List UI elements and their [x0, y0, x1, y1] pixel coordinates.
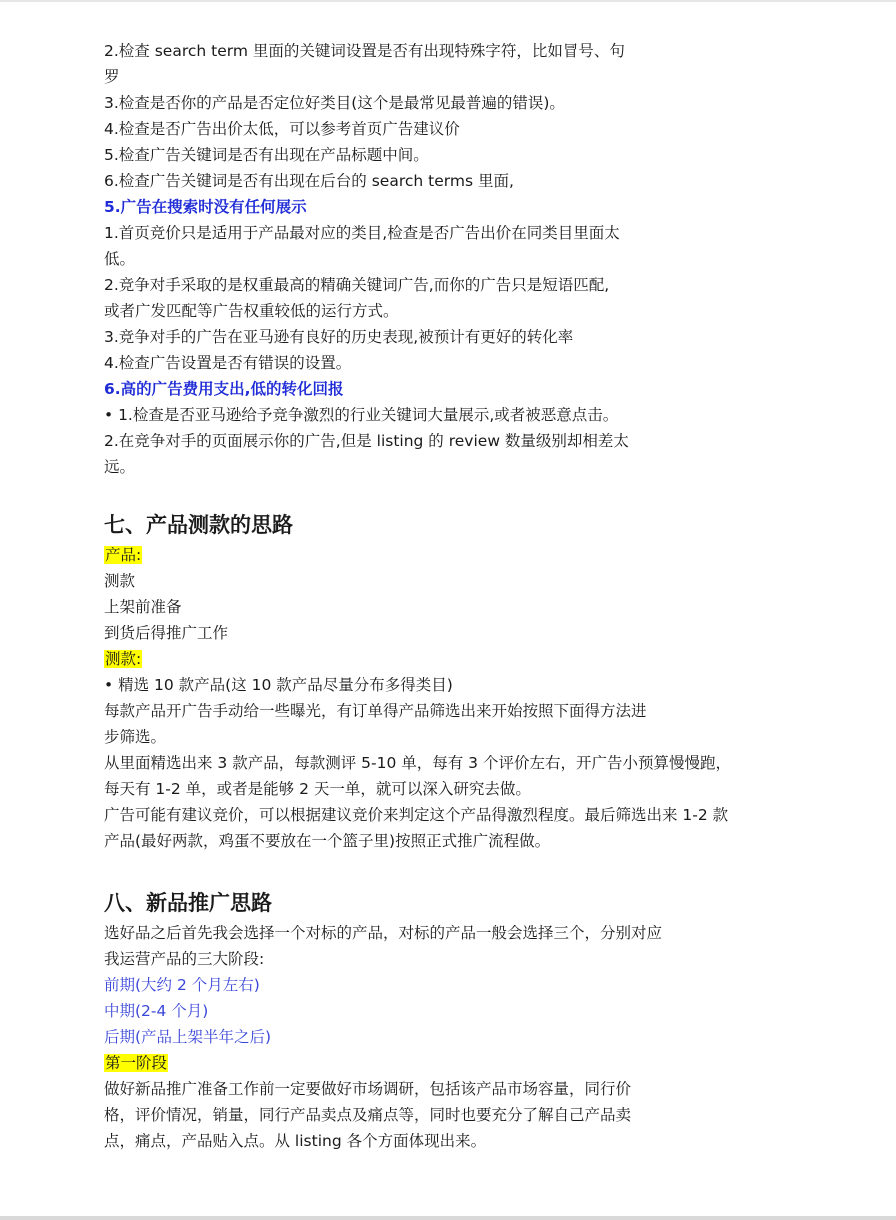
text-line: 产品(最好两款，鸡蛋不要放在一个篮子里)按照正式推广流程做。 [104, 832, 551, 850]
label-line [104, 1050, 804, 1076]
text-line: 4.检查是否广告出价太低，可以参考首页广告建议价 [104, 120, 460, 138]
text-line: 做好新品推广准备工作前一定要做好市场调研，包括该产品市场容量，同行价 [104, 1080, 632, 1098]
text-line: 选好品之后首先我会选择一个对标的产品，对标的产品一般会选择三个，分别对应 [104, 924, 663, 942]
highlight-label-stage1: 第一阶段 [105, 1054, 168, 1072]
text-line: 广告可能有建议竞价，可以根据建议竞价来判定这个产品得激烈程度。最后筛选出来 1-2 款 [104, 806, 729, 824]
highlight-label-test: 测款: [105, 650, 142, 668]
section-heading-7: 七、产品测款的思路 [104, 513, 293, 537]
page-top-border [0, 0, 896, 2]
highlight-label-product: 产品: [105, 546, 142, 564]
section-heading-8: 八、新品推广思路 [104, 891, 272, 915]
text-line: 每款产品开广告手动给一些曝光，有订单得产品筛选出来开始按照下面得方法进 [104, 702, 647, 720]
text-line: 远。 [104, 458, 136, 476]
text-line: 4.检查广告设置是否有错误的设置。 [104, 354, 352, 372]
subheading-5: 5.广告在搜索时没有任何展示 [104, 198, 307, 216]
text-line: 步筛选。 [104, 728, 167, 746]
label-line [104, 646, 804, 672]
text-line: 或者广发匹配等广告权重较低的运行方式。 [104, 302, 399, 320]
text-line: 5.检查广告关键词是否有出现在产品标题中间。 [104, 146, 429, 164]
page-bottom-border [0, 1216, 896, 1220]
spacer [104, 480, 804, 508]
text-line: 上架前准备 [104, 598, 182, 616]
text-line: 低。 [104, 250, 136, 268]
text-line: 每天有 1-2 单，或者是能够 2 天一单，就可以深入研究去做。 [104, 780, 531, 798]
phase-early: 前期(大约 2 个月左右) [104, 976, 260, 994]
text-line: 测款 [104, 572, 136, 590]
text-line: 2.检查 search term 里面的关键词设置是否有出现特殊字符，比如冒号、句 [104, 42, 625, 60]
text-line: 2.竞争对手采取的是权重最高的精确关键词广告,而你的广告只是短语匹配, [104, 276, 610, 294]
text-line: 6.检查广告关键词是否有出现在后台的 search terms 里面, [104, 172, 514, 190]
text-line: 2.在竞争对手的页面展示你的广告,但是 listing 的 review 数量级别却相差太 [104, 432, 629, 450]
text-line: 点，痛点，产品贴入点。从 listing 各个方面体现出来。 [104, 1132, 487, 1150]
text-line: 从里面精选出来 3 款产品，每款测评 5-10 单，每有 3 个评价左右，开广告小预算慢慢跑， [104, 754, 731, 772]
text-line: 我运营产品的三大阶段: [104, 950, 265, 968]
label-line [104, 542, 804, 568]
text-line: 格，评价情况，销量，同行产品卖点及痛点等，同时也要充分了解自己产品卖 [104, 1106, 632, 1124]
text-line: 3.竞争对手的广告在亚马逊有良好的历史表现,被预计有更好的转化率 [104, 328, 574, 346]
text-line: 1.首页竞价只是适用于产品最对应的类目,检查是否广告出价在同类目里面太 [104, 224, 620, 242]
spacer [104, 854, 804, 886]
text-line: 罗 [104, 68, 120, 86]
text-line: • 精选 10 款产品(这 10 款产品尽量分布多得类目) [104, 676, 453, 694]
text-line: 3.检查是否你的产品是否定位好类目(这个是最常见最普遍的错误)。 [104, 94, 565, 112]
document-page [104, 38, 804, 1154]
text-line: 到货后得推广工作 [104, 624, 229, 642]
phase-late: 后期(产品上架半年之后) [104, 1028, 272, 1046]
text-line: • 1.检查是否亚马逊给予竞争激烈的行业关键词大量展示,或者被恶意点击。 [104, 406, 619, 424]
subheading-6: 6.高的广告费用支出,低的转化回报 [104, 380, 344, 398]
phase-middle: 中期(2-4 个月) [104, 1002, 209, 1020]
